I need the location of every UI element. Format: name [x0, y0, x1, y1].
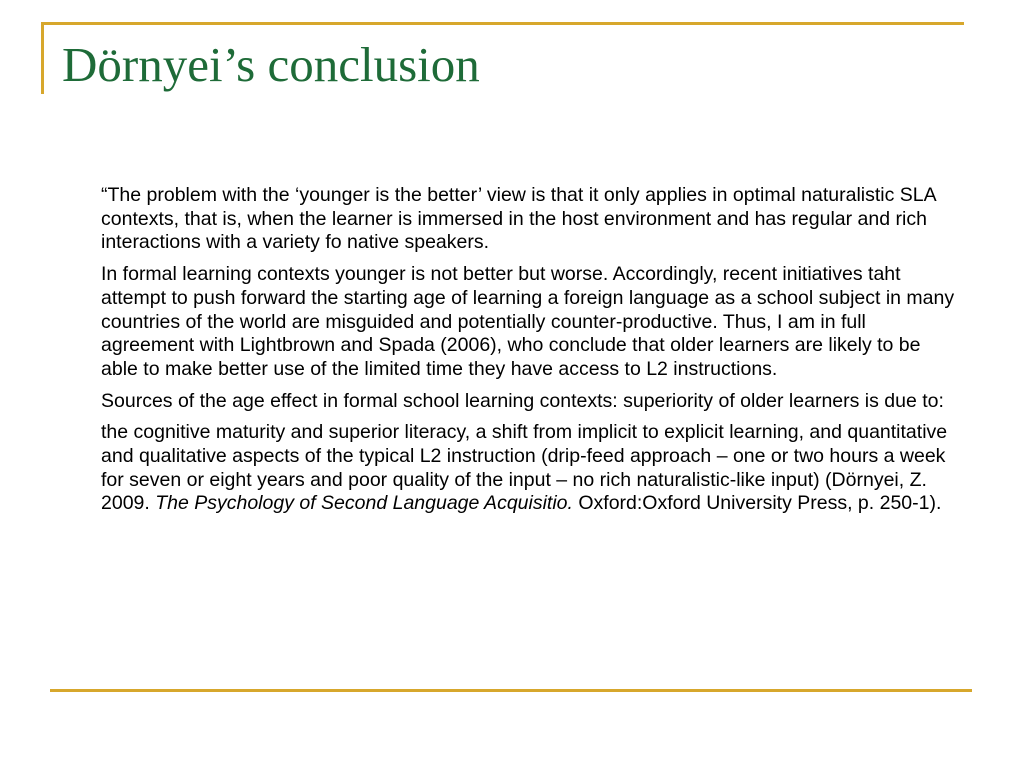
paragraph-age-effect-sources: Sources of the age effect in formal school learning contexts: superiority of older learners is due to:	[101, 389, 944, 412]
citation-book-title: The Psychology of Second Language Acquisitio.	[155, 492, 573, 515]
slide-body	[101, 184, 959, 524]
left-accent-rule	[41, 22, 44, 94]
paragraph-formal-contexts: In formal learning contexts younger is not better but worse. Accordingly, recent initiatives taht attempt to push forward the starting age of learning a foreign language as a school subject in many countries of the world are misguided and potentially counter-productive. Thus, I am in full agreement with Lightbrown and Spada (2006), who conclude that older learners are likely to be able to make better use of the limited time they have access to L2 instructions.	[101, 263, 955, 380]
paragraph-quote-intro: “The problem with the ‘younger is the better’ view is that it only applies in optimal naturalistic SLA contexts, that is, when the learner is immersed in the host environment and has regular and rich interactions with a variety fo native speakers.	[101, 184, 936, 254]
bottom-accent-rule	[50, 689, 972, 692]
paragraph-cognitive-maturity-lead: the cognitive maturity and superior literacy, a shift from implicit to explicit learning, and quantitative and qualitative aspects of the typical L2 instruction (drip-feed approach – one or two hours a week for seven or eight years and poor quality of the input – no rich naturalistic-like input) (Dörnyei, Z. 2009.	[101, 421, 948, 515]
top-accent-rule	[41, 22, 964, 25]
paragraph-cognitive-maturity	[101, 421, 959, 516]
citation-publisher: Oxford:Oxford University Press, p. 250-1).	[572, 492, 942, 515]
slide-title: Dörnyei’s conclusion	[62, 37, 480, 92]
